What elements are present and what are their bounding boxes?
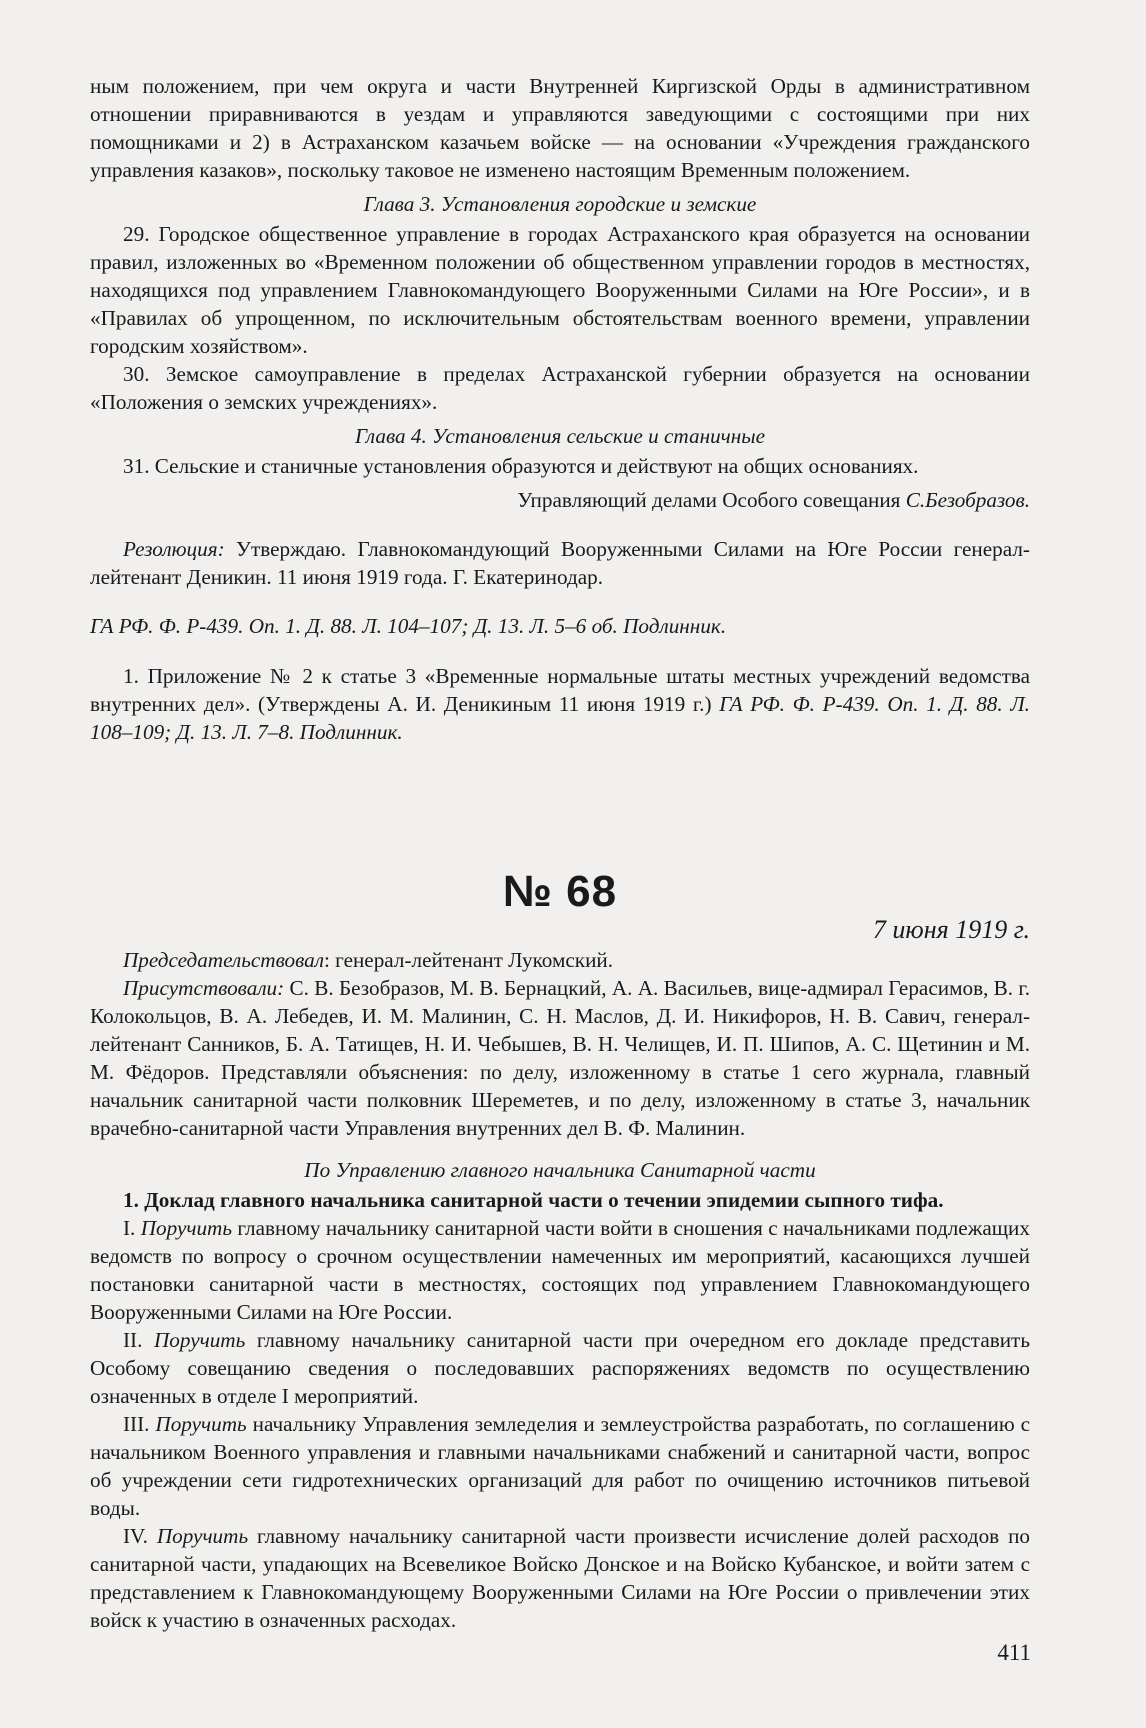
signature-name: С.Безобразов. — [905, 488, 1030, 512]
appendix-note — [90, 662, 1030, 746]
item-i-text: главному начальнику санитарной части войти в сношения с начальниками подлежащих ведомств по вопросу о срочном осуществлении намеченных им мероприятий, касающихся лучшей постановки санитарной части в местностях, состоящих под управлением Главнокомандующего Вооруженными Силами на Юге России. — [90, 1215, 1030, 1324]
document-page — [90, 72, 1030, 1634]
item-iv — [90, 1522, 1030, 1634]
item-i-verb: Поручить — [140, 1215, 232, 1240]
resolution — [90, 535, 1030, 591]
section-heading: По Управлению главного начальника Санитарной части — [304, 1157, 816, 1182]
item-iv-text: главному начальнику санитарной части произвести исчисление долей расходов по санитарной части, упадающих на Всевеликое Войско Донское и на Войско Кубанское, и войти затем с представлением к Главнокомандующему Вооруженными Силами на Юге России о привлечении этих войск к участию в означенных расходах. — [90, 1523, 1030, 1632]
item-ii-verb: Поручить — [153, 1327, 246, 1352]
page-number: 411 — [997, 1640, 1031, 1665]
item-ii — [90, 1326, 1030, 1410]
article-29: 29. Городское общественное управление в городах Астраханского края образуется на основании правил, изложенных во «Временном положении об общественном управлении городов в местностях, находящихся под управлением Главнокомандующего Вооруженными Силами на Юге России», и в «Правилах об упрощенном, по исключительным обстоятельствам военного времени, управлении городским хозяйством». — [90, 222, 1030, 358]
item-iv-verb: Поручить — [156, 1523, 249, 1548]
attendees-text: С. В. Безобразов, М. В. Бернацкий, А. А. Васильев, вице-адмирал Герасимов, В. г. Колокольцов, В. А. Лебедев, И. М. Малинин, С. Н. Маслов, Д. И. Никифоров, Н. В. Савич, генерал-лейтенант Санников, Б. А. Татищев, Н. И. Чебышев, В. Н. Челищев, И. П. Шипов, А. С. Щетинин и М. М. Фёдоров. Представляли объяснения: по делу, изложенному в статье 1 сего журнала, главный начальник санитарной части полковник Шереметев, и по делу, изложенному в статье 3, начальник врачебно-санитарной части Управления внутренних дел В. Ф. Малинин. — [90, 975, 1030, 1140]
chaired-text: : генерал-лейтенант Лукомский. — [323, 947, 614, 972]
item-i-prefix: I. — [123, 1215, 141, 1240]
article-30: 30. Земское самоуправление в пределах Астраханской губернии образуется на основании «Положения о земских учреждениях». — [90, 362, 1030, 414]
item-iii-prefix: III. — [123, 1411, 156, 1436]
item-1-title: 1. Доклад главного начальника санитарной части о течении эпидемии сыпного тифа. — [123, 1187, 944, 1212]
attendees — [90, 974, 1030, 1142]
attendees-label: Присутствовали: — [123, 975, 285, 1000]
item-iii — [90, 1410, 1030, 1522]
document-number: № 68 — [502, 866, 618, 916]
archive-reference: ГА РФ. Ф. Р-439. Оп. 1. Д. 88. Л. 104–107; Д. 13. Л. 5–6 об. Подлинник. — [90, 614, 727, 639]
signature-prefix: Управляющий делами Особого совещания — [517, 488, 906, 512]
intro-paragraph: ным положением, при чем округа и части Внутренней Киргизской Орды в административном отношении приравниваются в уездам и управляются заведующими с состоящими при них помощниками и 2) в Астраханском казачьем войске — на основании «Учреждения гражданского управления казаков», поскольку таковое не изменено настоящим Временным положением. — [90, 74, 1030, 182]
item-iv-prefix: IV. — [123, 1523, 157, 1548]
resolution-text: Утверждаю. Главнокомандующий Вооруженными Силами на Юге России генерал-лейтенант Деникин. 11 июня 1919 года. Г. Екатеринодар. — [90, 537, 1030, 590]
resolution-label: Резолюция: — [123, 537, 225, 562]
chapter-4-heading: Глава 4. Установления сельские и станичные — [354, 424, 766, 448]
appendix-note-archive: ГА РФ. Ф. Р-439. Оп. 1. Д. 88. Л. 108–109; Д. 13. Л. 7–8. Подлинник. — [90, 691, 1030, 744]
item-i — [90, 1214, 1030, 1326]
chaired-by — [90, 946, 1030, 974]
article-31: 31. Сельские и станичные установления образуются и действуют на общих основаниях. — [123, 454, 919, 478]
item-ii-prefix: II. — [123, 1327, 154, 1352]
appendix-note-text: 1. Приложение № 2 к статье 3 «Временные нормальные штаты местных учреждений ведомства внутренних дел». (Утверждены А. И. Деникиным 11 июня 1919 г.) — [90, 663, 1030, 716]
item-ii-text: главному начальнику санитарной части при очередном его докладе представить Особому совещанию сведения о последовавших распоряжениях ведомств по осуществлению означенных в отделе I мероприятий. — [90, 1327, 1030, 1408]
item-iii-verb: Поручить — [155, 1411, 247, 1436]
item-iii-text: начальнику Управления земледелия и землеустройства разработать, по соглашению с начальником Военного управления и главными начальниками снабжений и санитарной части, вопрос об учреждении сети гидротехнических организаций для работ по очищению источников питьевой воды. — [90, 1411, 1031, 1520]
document-date: 7 июня 1919 г. — [872, 914, 1030, 944]
signature-line — [90, 486, 1030, 514]
chapter-3-heading: Глава 3. Установления городские и земские — [363, 192, 757, 216]
chaired-label: Председательствовал — [123, 947, 324, 972]
